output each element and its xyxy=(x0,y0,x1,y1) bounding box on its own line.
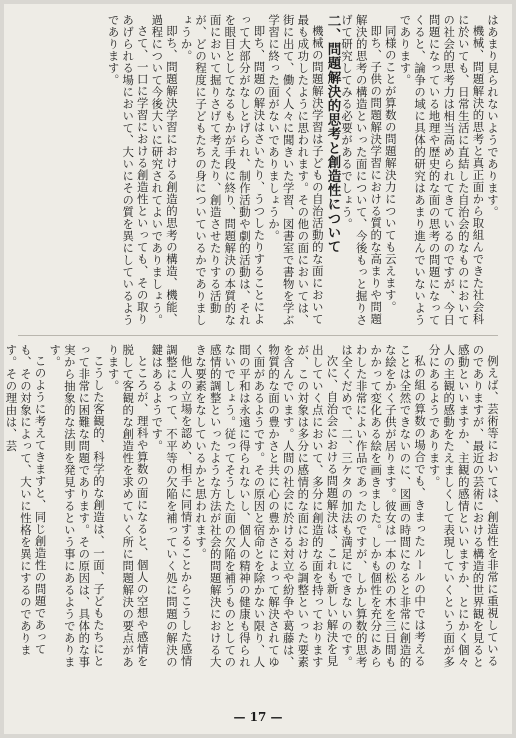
paragraph: このように考えてきますと、同じ創造性の問題であっても、その対象によって、大いに性格を異にするのであります。その理由は、芸 xyxy=(4,344,48,656)
paragraph: こうした客観的、科学的な創造は、一面、子どもたちにとって非常に困難な問題であります。その原因は、具体的な事実から抽象的な法則を発見するという事にあるようであります。 xyxy=(48,344,106,668)
paragraph: 次に、自治会における問題解決は、これも新しい解決を見出していく点において、多分に創造的な面を持っておりますが、この対象は多分に感情的な面における調整といった要素を含んでいます。人間の社会に於ける対立や紛争や葛藤は、物質的な面の豊かさと共に心の豊かさによって解決されてゆく面があるようです。その原因と宿命とを除かない限り、人間の平和は永遠に得られないし、個人の精神の健康も得られないでしょう。従ってそうした面の欠陥を補うものとしての感情的調整といったような方法が社会的問題解決における大きな要素をなしているかと思われます。 xyxy=(194,344,340,668)
paragraph: 同様のことが算数の問題解決力についても云えます。 xyxy=(383,25,398,314)
paragraph: 機械の問題解決学習は子どもの自治活動的な面において最も成功したように思われます。その他の面においては、街に出て、働く人々に聞きいた学習、図書室で書物を学ぶ学習に終った面がないでありましょうか。 xyxy=(267,14,325,326)
page-number: — 17 — xyxy=(233,710,283,724)
document-page xyxy=(4,4,512,734)
section-divider xyxy=(18,335,498,336)
upper-text-block xyxy=(8,14,500,326)
paragraph: 即ち、子供の問題解決学習における質的な高まりや問題解決的思考の構造といった面について、今後もっと掘りさげて研究してみる必要があるでしょう。 xyxy=(340,14,384,326)
paragraph: はあまり見られないようであります。 xyxy=(486,14,500,218)
lower-text-block xyxy=(4,344,500,676)
paragraph: 即ち、問題解決学習における創造的思考の構造、機能、過程について今後大いに研究されてよいでありましょう。 xyxy=(150,14,179,326)
paragraph: 私の組の算数の場合でも、きまったルールの中では考えることは全然できないのに、図画の時間になると非常に創造的な絵をかく子供が居ります。彼女は一本の松の木を三日間もかかって変化ある絵を画きました。しかも個性を充分にあらわした非常によい作品であったのですが、しかし算数的思考は全くだめで、二、三ケタの加法も満足にできないのです。 xyxy=(340,344,428,668)
paragraph: 例えば、芸術等においては、創造性を非常に重視しているのでありますが、最近の芸術における構造的世界観を見ると感動といいますか、主観的感情といいますか、とにかく個々人の主観的感動をたえましくして表現していくという面が多分にあるようであります。 xyxy=(427,344,500,668)
paragraph: さて、一口に学習における創造性といっても、その取りあげられる場において、大いにその質を異にしているようであります。 xyxy=(106,14,150,326)
paragraph: 機械、問題解決的思考と真正面から取組んできた社会科に於いても、日常生活に直結した自治会的なものにおいての社会的思考力は相当高められてきているのですが、今日問題になっている地理や歴史的な面の思考の問題になってくると、論争の域に具体的研究はあまり進んでいないようであります。 xyxy=(398,14,486,326)
paragraph: 即ち、問題の解決はさいたり、うつしたりすることによって大部分がなしとげられ、制作活動や劇的活動は、それを眼目としてなるもかが手段に終り、問題解決の本質的な面において掘りさげて考えたり、創造させたりする活動が、どの程度に子どもたちの身についているかでありましょうか。 xyxy=(179,14,267,326)
section-heading: 二、問題解決的思考と創造性について xyxy=(324,14,341,254)
paragraph: ところが、理科や算数の面になると、個人の空想や感情を脱して客観的な創造性を求めていく所に問題解決の要点があります。 xyxy=(106,344,150,668)
paragraph: 他人の立場を認め、相手に同情することからこうした感情調整によって、不平等の欠陥を補っていく処に問題の解決の鍵はあるようです。 xyxy=(150,344,194,668)
